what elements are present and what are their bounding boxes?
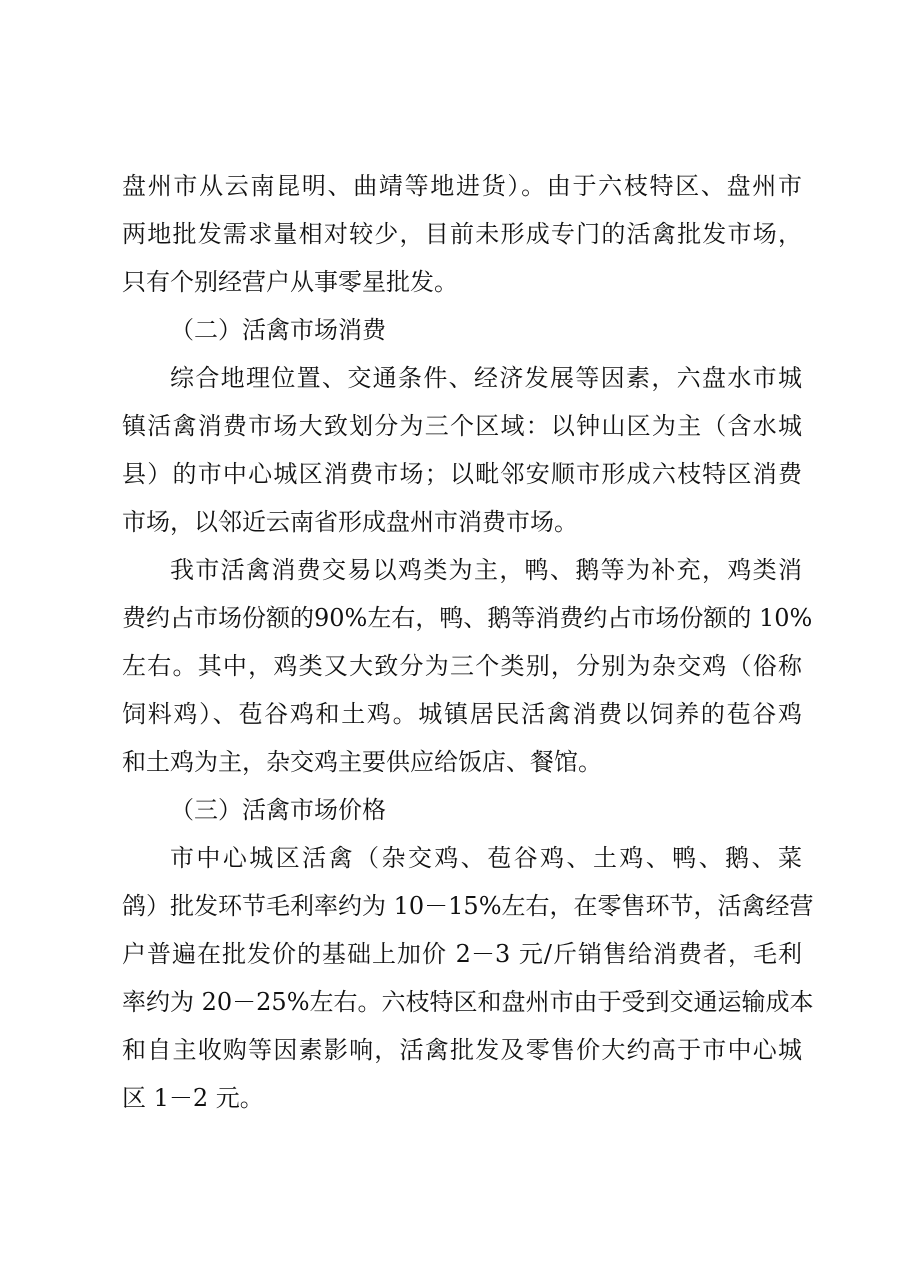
text-line: 费约占市场份额的90%左右，鸭、鹅等消费约占市场份额的 10% <box>122 604 813 632</box>
text-line: 只有个别经营户从事零星批发。 <box>122 268 458 296</box>
text-line: 和土鸡为主，杂交鸡主要供应给饭店、餐馆。 <box>122 748 602 776</box>
text-line: 镇活禽消费市场大致划分为三个区域：以钟山区为主（含水城 <box>122 412 802 440</box>
section-heading-consumption <box>122 306 802 354</box>
paragraph-continuation <box>122 162 802 306</box>
text-line: 鸽）批发环节毛利率约为 10－15%左右，在零售环节，活禽经营 <box>122 892 814 920</box>
paragraph-consumption-share <box>122 546 813 786</box>
text-line: 和自主收购等因素影响，活禽批发及零售价大约高于市中心城 <box>122 1036 802 1064</box>
paragraph-regions <box>122 354 802 546</box>
text-line: 区 1－2 元。 <box>122 1084 264 1112</box>
section-heading: （二）活禽市场消费 <box>170 316 386 344</box>
text-line: 率约为 20－25%左右。六枝特区和盘州市由于受到交通运输成本 <box>122 988 814 1016</box>
paragraph-prices <box>122 834 814 1122</box>
section-heading: （三）活禽市场价格 <box>170 796 386 824</box>
section-heading-price <box>122 786 802 834</box>
text-line: 县）的市中心城区消费市场；以毗邻安顺市形成六枝特区消费 <box>122 460 802 488</box>
text-line: 户普遍在批发价的基础上加价 2－3 元/斤销售给消费者，毛利 <box>122 940 802 968</box>
text-line: 综合地理位置、交通条件、经济发展等因素，六盘水市城 <box>170 364 802 392</box>
text-line: 市场，以邻近云南省形成盘州市消费市场。 <box>122 508 578 536</box>
text-line: 市中心城区活禽（杂交鸡、苞谷鸡、土鸡、鸭、鹅、菜 <box>170 844 802 872</box>
document-body <box>122 162 814 1122</box>
text-line: 我市活禽消费交易以鸡类为主，鸭、鹅等为补充，鸡类消 <box>170 556 802 584</box>
text-line: 左右。其中，鸡类又大致分为三个类别，分别为杂交鸡（俗称 <box>122 652 802 680</box>
text-line: 饲料鸡）、苞谷鸡和土鸡。城镇居民活禽消费以饲养的苞谷鸡 <box>122 700 802 728</box>
text-line: 盘州市从云南昆明、曲靖等地进货）。由于六枝特区、盘州市 <box>122 172 802 200</box>
text-line: 两地批发需求量相对较少，目前未形成专门的活禽批发市场， <box>122 220 802 248</box>
